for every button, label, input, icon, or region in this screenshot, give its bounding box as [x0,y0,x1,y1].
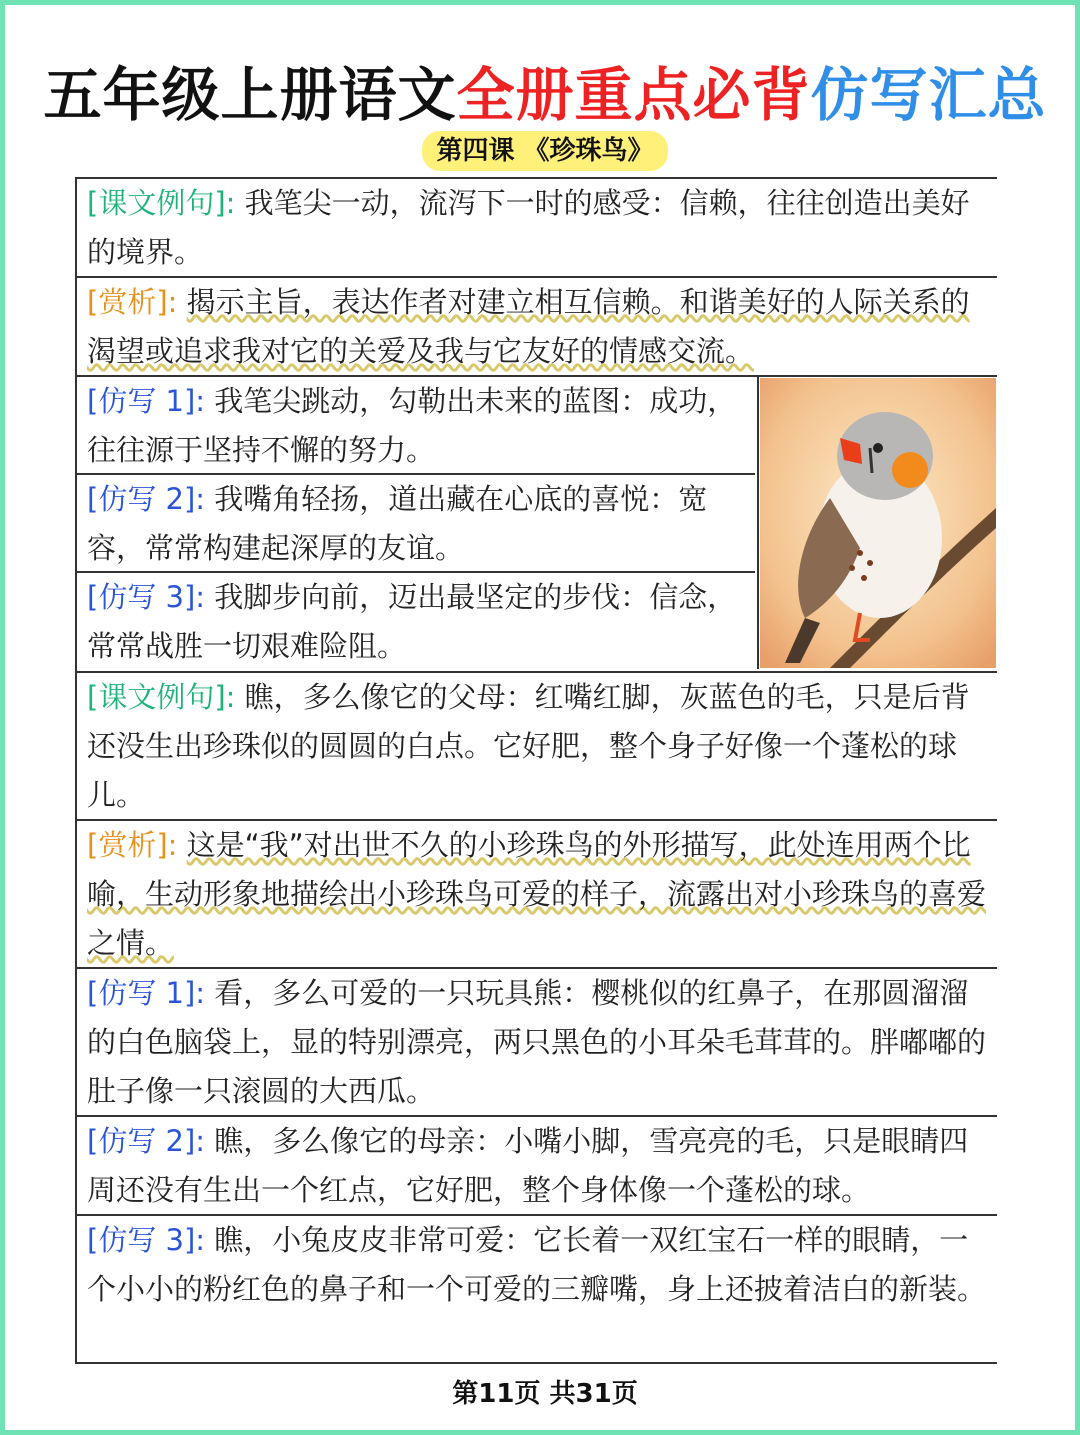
label-imitation: [仿写 2]: [87,482,206,516]
label-imitation: [仿写 1]: [87,384,206,418]
imitation-column [77,377,755,671]
text-imitation: 看，多么可爱的一只玩具熊：樱桃似的红鼻子，在那圆溜溜的白色脑袋上，显的特别漂亮，两只黑色的小耳朵毛茸茸的。胖嘟嘟的肚子像一只滚圆的大西瓜。 [87,976,987,1108]
row-analysis-1 [77,278,997,377]
text-imitation: 我笔尖跳动，勾勒出未来的蓝图：成功，往往源于坚持不懈的努力。 [87,384,737,467]
bird-illustration [760,378,996,668]
label-example: [课文例句]: [87,680,236,714]
label-imitation: [仿写 2]: [87,1124,206,1158]
lesson-badge: 第四课 《珍珠鸟》 [422,131,667,171]
text-imitation: 瞧，小兔皮皮非常可爱：它长着一双红宝石一样的眼睛，一个小小的粉红色的鼻子和一个可爱的三瓣嘴，身上还披着洁白的新装。 [87,1223,987,1306]
label-imitation: [仿写 3]: [87,580,206,614]
row-imitation-1 [77,377,755,475]
label-analysis: [赏析]: [87,828,178,862]
row-imitation-4 [77,969,997,1117]
label-example: [课文例句]: [87,186,236,220]
row-example-2 [77,673,997,821]
label-imitation: [仿写 1]: [87,976,206,1010]
row-example-1 [77,179,997,278]
row-imitation-6 [77,1216,997,1362]
text-example: 瞧，多么像它的父母：红嘴红脚，灰蓝色的毛，只是后背还没生出珍珠似的圆圆的白点。它好肥，整个身子好像一个蓬松的球儿。 [87,680,970,812]
row-imitation-2 [77,475,755,573]
row-imitation-5 [77,1117,997,1216]
page-title [5,60,1080,130]
row-analysis-2 [77,821,997,969]
label-imitation: [仿写 3]: [87,1223,206,1257]
lesson-badge-wrap [5,131,1080,171]
zebra-finch-image [757,377,997,669]
row-imitation-3 [77,573,755,671]
text-example: 我笔尖一动，流泻下一时的感受：信赖，往往创造出美好的境界。 [87,186,970,269]
title-part1: 五年级上册语文 [43,61,457,129]
text-analysis: 这是“我”对出世不久的小珍珠鸟的外形描写，此处连用两个比喻，生动形象地描绘出小珍珠鸟可爱的样子，流露出对小珍珠鸟的喜爱之情。 [87,828,987,960]
text-imitation: 我嘴角轻扬，道出藏在心底的喜悦：宽容，常常构建起深厚的友谊。 [87,482,708,565]
text-analysis: 揭示主旨，表达作者对建立相互信赖。和谐美好的人际关系的渴望或追求我对它的关爱及我与它友好的情感交流。 [87,285,970,368]
content-table [75,177,997,1364]
text-imitation: 我脚步向前，迈出最坚定的步伐：信念，常常战胜一切艰难险阻。 [87,580,737,663]
title-part2: 全册重点必背 [456,61,811,129]
imitation-group-1 [77,377,997,673]
text-imitation: 瞧，多么像它的母亲：小嘴小脚，雪亮亮的毛，只是眼睛四周还没有生出一个红点，它好肥，整个身体像一个蓬松的球。 [87,1124,969,1207]
page-number: 第11页 共31页 [452,1379,638,1409]
label-analysis: [赏析]: [87,285,178,319]
title-part3: 仿写汇总 [810,61,1047,129]
